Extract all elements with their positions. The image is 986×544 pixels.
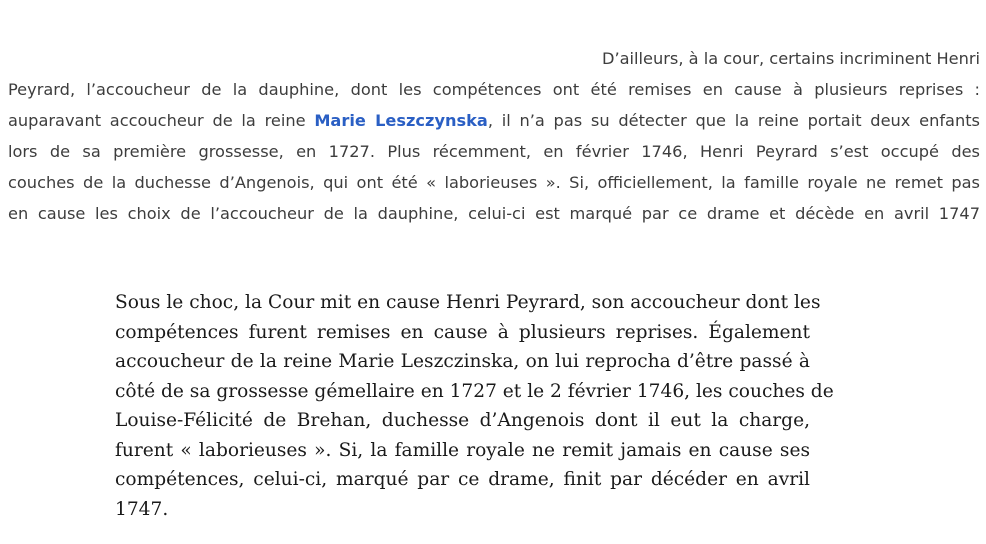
book-excerpt-paragraph [115,288,834,524]
web-excerpt-line-5: couches de la duchesse d’Angenois, qui ont été « laborieuses ». Si, officiellement, la famille royale ne remet pas [8,173,980,192]
book-excerpt-line: accoucheur de la reine Marie Leszczinska, on lui reprocha d’être passé à [115,351,810,372]
book-excerpt-line: compétences furent remises en cause à plusieurs reprises. Également [115,321,810,343]
book-excerpt-line: Sous le choc, la Cour mit en cause Henri Peyrard, son accoucheur dont les [115,292,821,313]
marie-leszczynska-link[interactable]: Marie Leszczynska [314,111,488,130]
web-excerpt-line-1: D’ailleurs, à la cour, certains incriminent Henri [602,49,980,68]
book-excerpt-line: Louise-Félicité de Brehan, duchesse d’Angenois dont il eut la charge, [115,410,810,431]
web-excerpt-line-3-start: auparavant accoucheur de la reine [8,111,315,130]
web-excerpt-line-2: Peyrard, l’accoucheur de la dauphine, dont les compétences ont été remises en cause à plusieurs reprises : [8,80,980,99]
web-excerpt-line-3 [8,105,980,136]
book-excerpt-line: furent « laborieuses ». Si, la famille royale ne remit jamais en cause ses [115,439,810,461]
web-excerpt-line-4: lors de sa première grossesse, en 1727. Plus récemment, en février 1746, Henri Peyrard s’est occupé des [8,142,980,161]
book-excerpt-line: compétences, celui-ci, marqué par ce drame, finit par décéder en avril [115,469,810,490]
book-excerpt-line: 1747. [115,498,169,520]
web-excerpt-line-6: en cause les choix de l’accoucheur de la dauphine, celui-ci est marqué par ce drame et décède en avril 1747 [8,204,980,223]
web-excerpt-line-3-end: , il n’a pas su détecter que la reine portait deux enfants [487,111,980,130]
web-excerpt-paragraph [8,43,980,229]
book-excerpt-line: côté de sa grossesse gémellaire en 1727 et le 2 février 1746, les couches de [115,380,834,402]
